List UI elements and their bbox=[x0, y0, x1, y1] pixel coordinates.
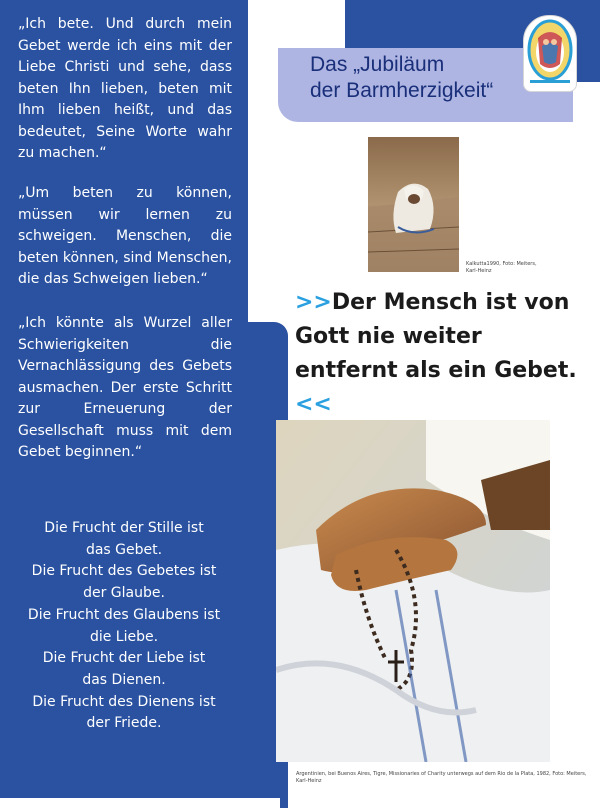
jubilee-logo bbox=[523, 15, 577, 92]
poem-line: Die Frucht der Stille ist bbox=[44, 520, 204, 536]
photo2-caption: Argentinien, bei Buenos Aires, Tigre, Missionaries of Charity unterwegs auf dem Rio de la Plata, 1982, Foto: Meiters, Karl-Heinz bbox=[296, 771, 587, 784]
poem-line: die Liebe. bbox=[89, 628, 159, 645]
poem-line: Die Frucht der Liebe ist bbox=[42, 650, 206, 667]
open-arrows: >> bbox=[295, 290, 332, 315]
poem-line: Die Frucht des Dienens ist bbox=[32, 693, 216, 710]
poem-line: Die Frucht des Gebetes ist bbox=[31, 563, 217, 580]
close-arrows: << bbox=[295, 392, 332, 417]
praying-nun-photo bbox=[368, 137, 459, 272]
poem-line: der Friede. bbox=[86, 715, 162, 732]
title-line-1: Das „Jubiläum bbox=[310, 53, 445, 76]
title-line-2: der Barmherzigkeit“ bbox=[310, 79, 494, 102]
bottom-white-strip bbox=[0, 798, 280, 808]
headline-quote bbox=[295, 286, 585, 422]
page-title bbox=[310, 52, 550, 104]
hands-rosary-image bbox=[276, 420, 550, 762]
photo1-caption: Kalkutta1990, Foto: Meiters, Karl-Heinz bbox=[466, 261, 537, 274]
praying-nun-image bbox=[368, 137, 459, 272]
fruit-of-silence-poem bbox=[20, 518, 228, 735]
poem-line: der Glaube. bbox=[83, 585, 165, 602]
headline-text: Der Mensch ist von Gott nie weiter entfernt als ein Gebet. bbox=[295, 290, 577, 383]
hands-rosary-photo bbox=[276, 420, 550, 762]
poem-line: das Gebet. bbox=[85, 541, 163, 558]
quote-3: „Ich könnte als Wurzel aller Schwierigkeiten die Vernachlässigung des Gebets ausmachen. Der erste Schritt zur Erneuerung der Gesellschaft muss mit dem Gebet beginnen.“ bbox=[18, 315, 232, 460]
quote-2: „Um beten zu können, müssen wir lernen zu schweigen. Menschen, die beten können, sind Menschen, die das Schweigen lieben.“ bbox=[18, 185, 232, 287]
poem-line: Die Frucht des Glaubens ist bbox=[27, 606, 221, 623]
quote-1: „Ich bete. Und durch mein Gebet werde ich eins mit der Liebe Christi und sehe, dass beten Ihn lieben, beten mit Ihm lieben heißt, und das bedeutet, Seine Worte wahr zu machen.“ bbox=[18, 16, 232, 161]
logo-graphic bbox=[524, 16, 576, 91]
poem-line: das Dienen. bbox=[82, 671, 166, 688]
